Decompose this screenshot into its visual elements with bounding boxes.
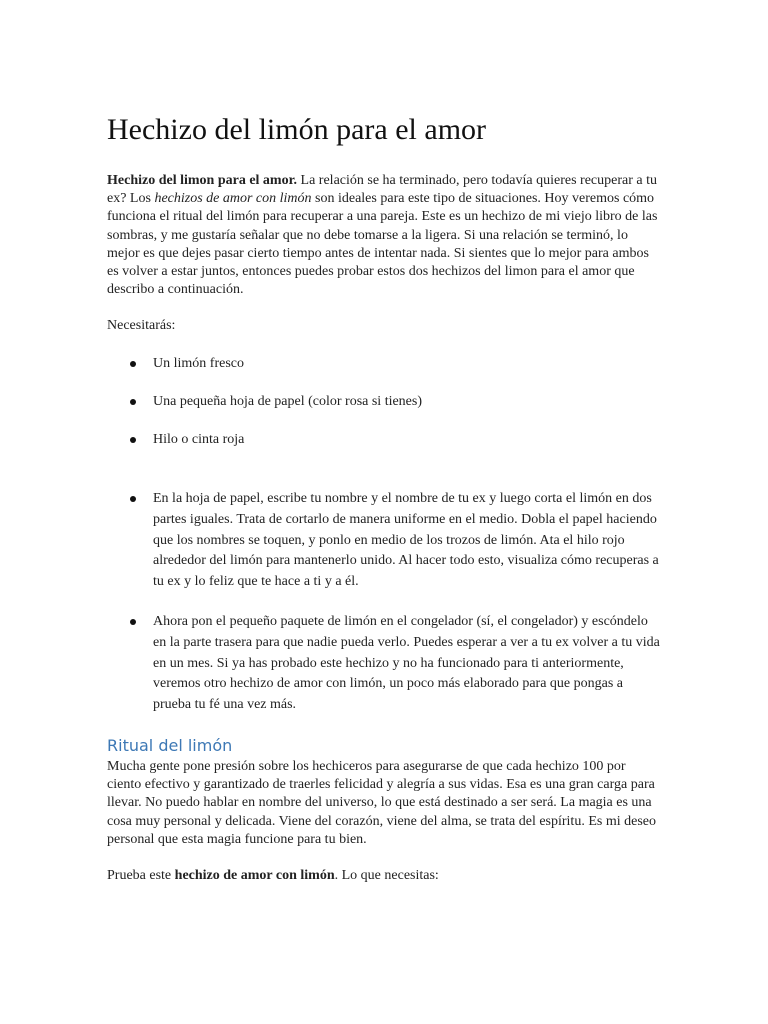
ingredient-text: Hilo o cinta roja <box>153 432 245 448</box>
final-paragraph <box>107 867 663 885</box>
final-text-1: Prueba este <box>107 868 175 883</box>
step-text: En la hoja de papel, escribe tu nombre y el nombre de tu ex y luego corta el limón en dos partes iguales. Trata de cortarlo de manera uniforme en el medio. Dobla el papel haciendo que los nombres se toquen, y ponlo en medio de los trozos de limón. Ata el hilo rojo alrededor del limón para mantenerlo unido. Al hacer todo esto, visualiza cómo recuperas a tu ex y lo feliz que te hace a ti y a él. <box>153 491 659 590</box>
list-item <box>107 489 663 593</box>
bullet-icon <box>130 496 136 502</box>
bullet-icon <box>130 437 136 443</box>
section-paragraph: Mucha gente pone presión sobre los hechiceros para asegurarse de que cada hechizo 100 por ciento efectivo y garantizado de traerles felicidad y alegría a sus vidas. Esa es una gran carga para llevar. No puedo hablar en nombre del universo, lo que está destinado a ser será. La magia es una cosa muy personal y delicada. Viene del corazón, viene del alma, se trata del espíritu. Es mi deseo personal que esta magia funcione para tu bien. <box>107 758 656 847</box>
article-title: Hechizo del limón para el amor <box>107 113 487 146</box>
final-bold: hechizo de amor con limón <box>174 868 335 883</box>
steps-list <box>107 489 663 716</box>
list-item <box>107 354 663 375</box>
intro-text-1: La relación se ha terminado, pero todavía quieres recuperar a tu ex? Los <box>107 173 657 207</box>
step-text: Ahora pon el pequeño paquete de limón en el congelador (sí, el congelador) y escóndelo en la parte trasera para que nadie pueda verlo. Puedes esperar a ver a tu ex volver a tu vida en un mes. Si ya has probado este hechizo y no ha funcionado para ti anteriormente, veremos otro hechizo de amor con limón, un poco más elaborado para que pongas a prueba tu fé una vez más. <box>153 614 660 713</box>
intro-text-2: son ideales para este tipo de situaciones. Hoy veremos cómo funciona el ritual del limón para recuperar a una pareja. Este es un hechizo de mi viejo libro de las sombras, y me gustaría señalar que no debe tomarse a la ligera. Si una relación se terminó, lo mejor es que dejes pasar cierto tiempo antes de intentar nada. Si sientes que lo mejor para ambos es volver a estar juntos, entonces puedes probar estos dos hechizos del limon para el amor que describo a continuación. <box>107 191 658 298</box>
section-heading: Ritual del limón <box>107 735 233 755</box>
bullet-icon <box>130 619 136 625</box>
intro-lead-bold: Hechizo del limon para el amor. <box>107 173 298 188</box>
ingredient-text: Un limón fresco <box>153 355 244 371</box>
article-body <box>107 112 663 885</box>
ingredients-list <box>107 354 663 451</box>
bullet-icon <box>130 399 136 405</box>
ingredient-text: Una pequeña hoja de papel (color rosa si tienes) <box>153 393 423 409</box>
final-text-2: . Lo que necesitas: <box>334 868 439 883</box>
need-label: Necesitarás: <box>107 318 176 334</box>
bullet-icon <box>130 361 136 367</box>
intro-italic-link-text: hechizos de amor con limón <box>154 191 312 207</box>
list-item <box>107 430 663 451</box>
list-item <box>107 392 663 413</box>
list-item <box>107 612 663 716</box>
intro-paragraph <box>107 172 663 299</box>
